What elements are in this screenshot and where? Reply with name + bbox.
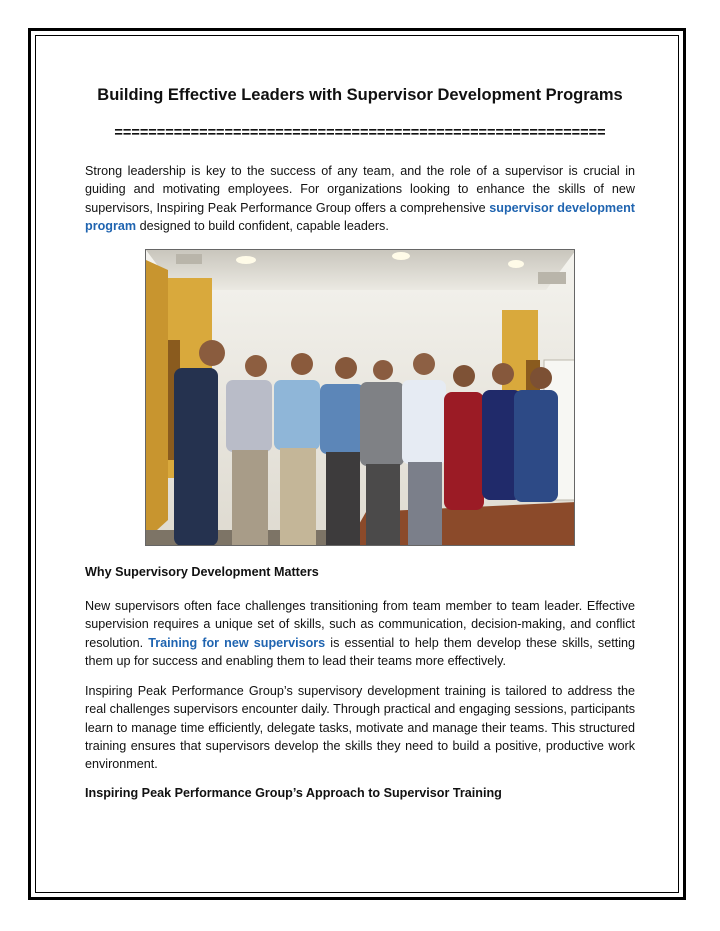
title-separator: ========================================================== [114,125,606,141]
section-heading-approach: Inspiring Peak Performance Group’s Approach to Supervisor Training [85,786,502,800]
document-title: Building Effective Leaders with Supervisor Development Programs [97,86,623,104]
training-for-new-supervisors-link[interactable]: Training for new supervisors [148,635,326,650]
section1-paragraph2: Inspiring Peak Performance Group’s supervisory development training is tailored to address the real challenges supervisors encounter daily. Through practical and engaging sessions, participants learn to manage time efficiently, delegate tasks, motivate and manage their teams. This structured training ensures that supervisors develop the skills they need to build a positive, productive work environment. [85,684,635,772]
intro-paragraph [85,162,635,235]
section1-paragraph1 [85,597,635,670]
section1-text-before: New supervisors often face challenges transitioning from team member to team leader. Effective supervision requires a unique set of skills, such as communication, decision-making, and conflict resolution. [85,599,635,650]
intro-text-before: Strong leadership is key to the success of any team, and the role of a supervisor is crucial in guiding and motivating employees. For organizations looking to enhance the skills of new supervisors, Inspiring Peak Performance Group offers a comprehensive [85,164,635,215]
intro-text-after: designed to build confident, capable leaders. [136,218,389,233]
supervisor-development-program-link[interactable]: supervisor development program [85,200,635,233]
section-heading-why: Why Supervisory Development Matters [85,565,319,579]
group-photo [145,249,575,546]
group-photo-illustration [146,250,575,546]
section1-text-after: is essential to help them develop these skills, setting them up for success and enabling them to lead their teams more effectively. [85,635,636,668]
